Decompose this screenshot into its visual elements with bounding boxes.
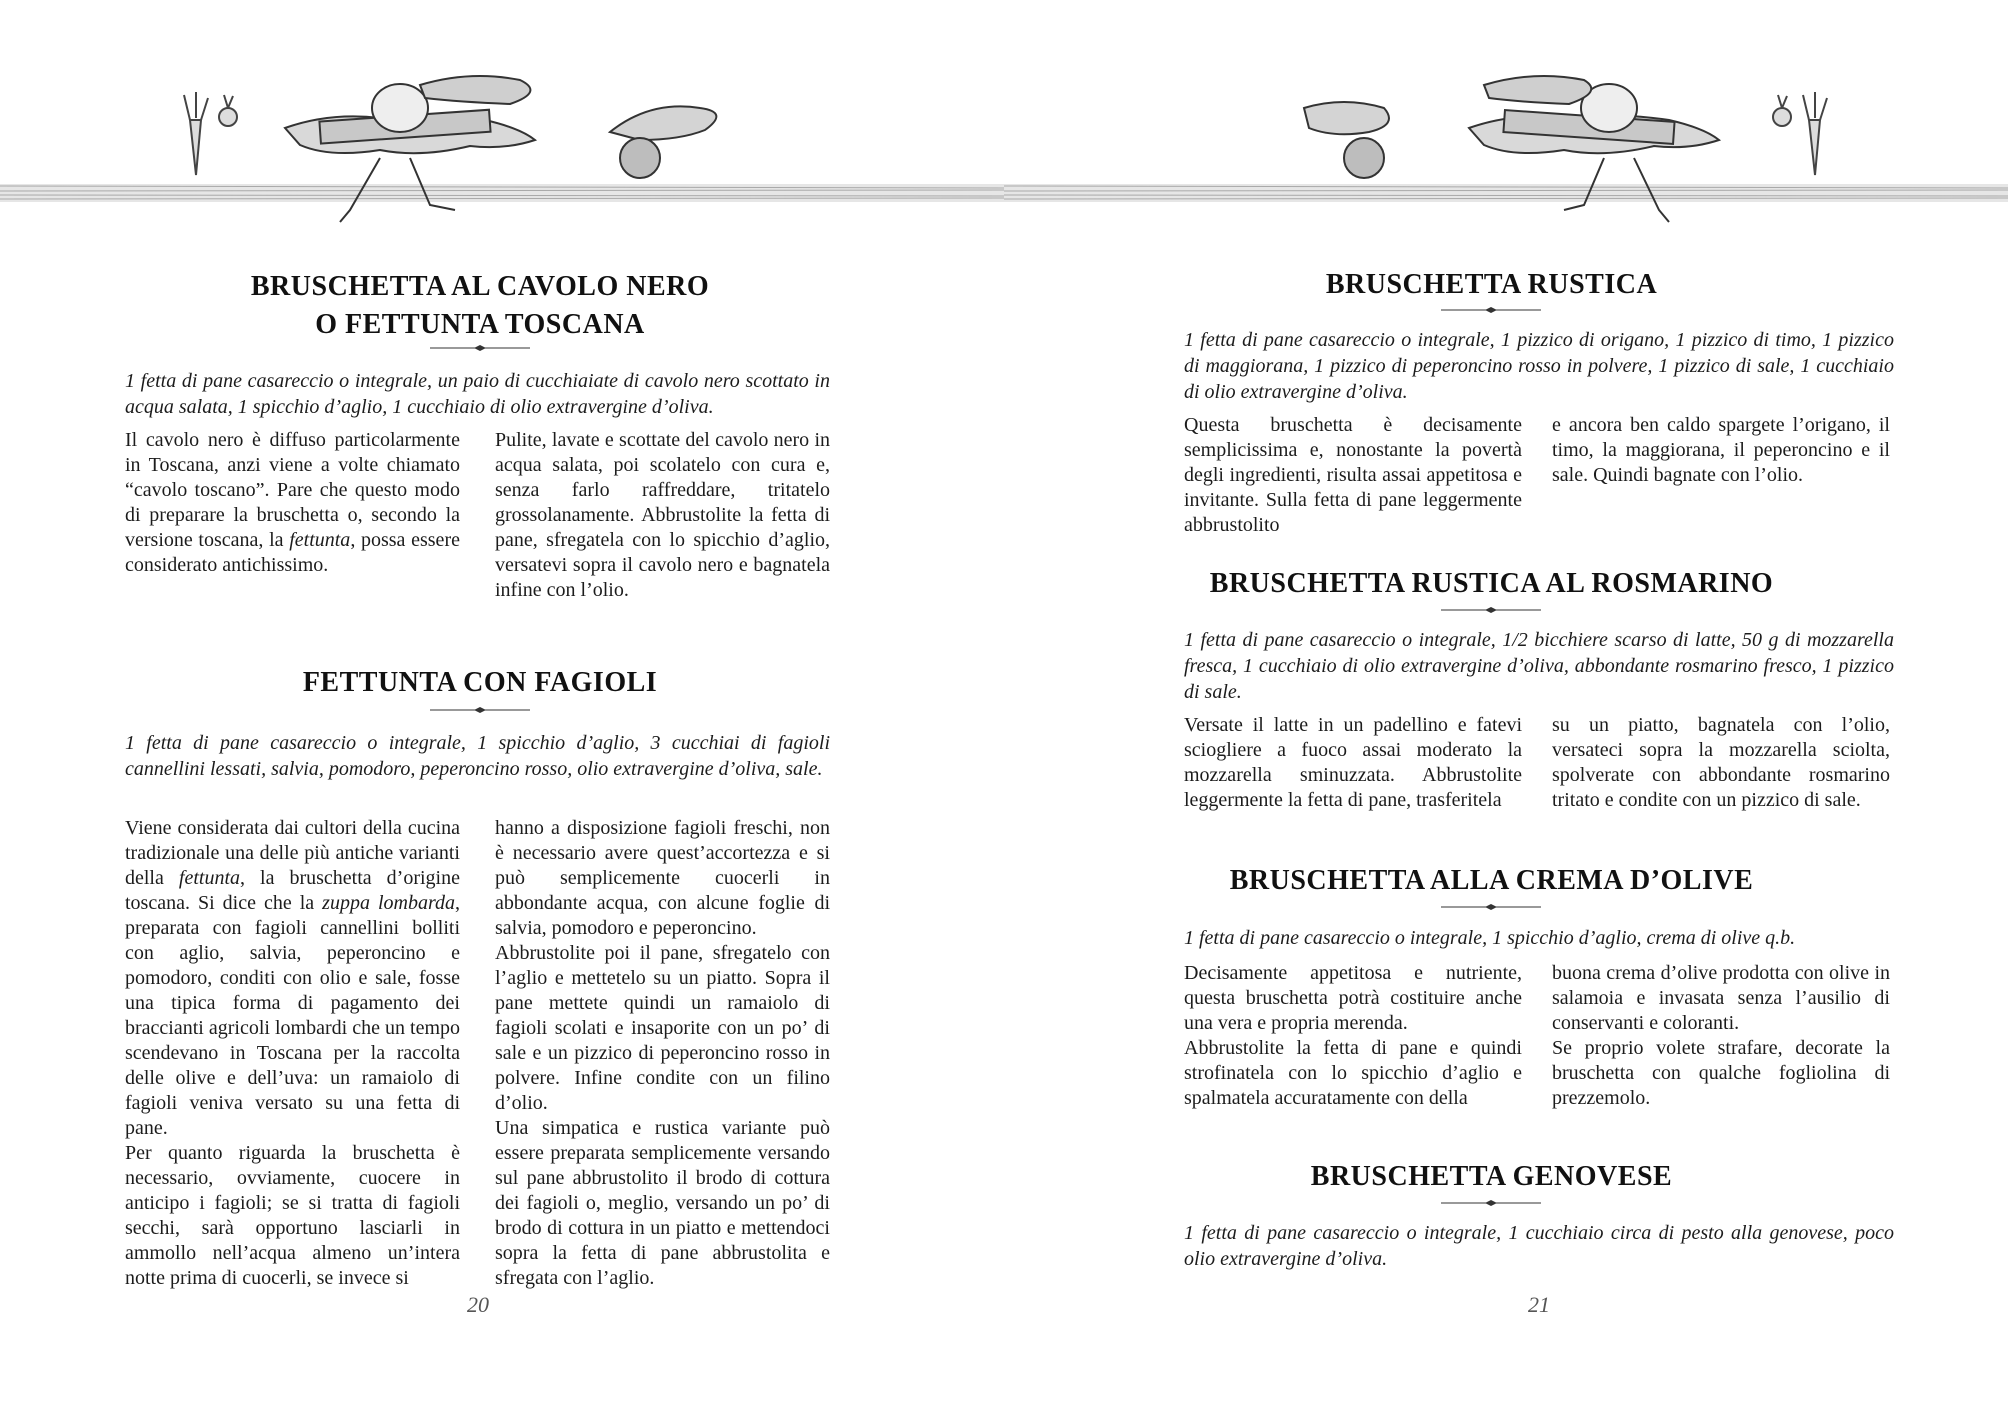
title-ornament	[430, 706, 530, 714]
paragraph: Decisamente appetitosa e nutriente, questa bruschetta potrà costituire anche una vera e propria merenda.	[1184, 962, 1522, 1034]
recipe-title: BRUSCHETTA RUSTICA	[1325, 269, 1658, 300]
header-illustration-left	[0, 0, 1004, 250]
paragraph: buona crema d’olive prodotta con olive in salamoia e invasata senza l’ausilio di conservanti e coloranti.	[1552, 962, 1890, 1034]
title-ornament	[1441, 306, 1541, 314]
text-run-italic: fettunta	[289, 529, 351, 551]
text-run: , la bruschetta d’origine toscana. Si dice che la	[125, 867, 460, 914]
recipe-title: BRUSCHETTA GENOVESE	[1310, 1161, 1673, 1192]
paragraph: e ancora ben caldo spargete l’origano, il timo, la maggiorana, il peperoncino e il sale. Quindi bagnate con l’olio.	[1552, 414, 1890, 486]
flying-vegetable-icon	[1304, 102, 1389, 178]
body-column	[125, 816, 460, 1291]
text-run: , preparata con fagioli cannellini bolliti con aglio, salvia, peperoncino e pomodoro, conditi con olio e sale, fosse una tipica forma di pagamento dei braccianti agricoli lombardi che un tempo scendevano in Toscana per la raccolta delle olive e dell’uva: un ramaiolo di fagioli veniva versato su una fetta di pane.	[125, 892, 460, 1139]
recipe-title-line: O FETTUNTA TOSCANA	[315, 309, 645, 340]
body-column	[495, 428, 830, 603]
flying-vegetable-icon	[610, 106, 716, 178]
body-column	[1552, 413, 1890, 488]
paragraph: hanno a disposizione fagioli freschi, non è necessario avere quest’accortezza e si può semplicemente cuocerli in abbondante acqua, con alcune foglie di salvia, pomodoro e peperoncino.	[495, 817, 830, 939]
page-number: 21	[1528, 1292, 1550, 1317]
recipe-title: BRUSCHETTA ALLA CREMA D’OLIVE	[1229, 865, 1754, 896]
recipe-title: FETTUNTA CON FAGIOLI	[302, 667, 658, 698]
carrot-icon	[184, 92, 237, 175]
recipe-title-line: BRUSCHETTA AL CAVOLO NERO	[250, 271, 710, 302]
title-ornament	[1441, 903, 1541, 911]
paragraph: Una simpatica e rustica variante può essere preparata semplicemente versando sul pane abbrustolito il brodo di cottura dei fagioli o, meglio, versando un po’ di brodo di cottura in un piatto e mettendoci sopra la fetta di pane abbrustolita e sfregata con l’aglio.	[495, 1117, 830, 1289]
paragraph: Abbrustolite poi il pane, sfregatelo con l’aglio e mettetelo su un piatto. Sopra il pane mettete quindi un ramaiolo di fagioli scolati e insaporite con un po’ di sale e un pizzico di peperoncino rosso in polvere. Infine condite con un filino d’olio.	[495, 942, 830, 1114]
body-column	[1552, 713, 1890, 813]
paragraph: Per quanto riguarda la bruschetta è necessario, ovviamente, cuocere in anticipo i fagioli; se si tratta di fagioli secchi, sarà opportuno lasciarli in ammollo nell’acqua almeno un’intera notte prima di cuocerli, se invece si	[125, 1142, 460, 1289]
carrot-icon	[1773, 92, 1827, 175]
ingredients: 1 fetta di pane casareccio o integrale, un paio di cucchiaiate di cavolo nero scottato in acqua salata, 1 spicchio d’aglio, 1 cucchiaio di olio extravergine d’oliva.	[125, 370, 830, 418]
ingredients: 1 fetta di pane casareccio o integrale, 1 cucchiaio circa di pesto alla genovese, poco olio extravergine d’oliva.	[1184, 1222, 1894, 1270]
text-run-italic: fettunta	[178, 867, 240, 889]
body-column	[1184, 713, 1522, 813]
paragraph: su un piatto, bagnatela con l’olio, versateci sopra la mozzarella sciolta, spolverate con abbondante rosmarino tritato e condite con un pizzico di sale.	[1552, 714, 1890, 811]
header-illustration-right	[1004, 0, 2008, 250]
text-run: Viene considerata dai cultori della cucina tradizionale una delle più antiche varianti della	[125, 817, 460, 889]
body-column	[1184, 413, 1522, 538]
ingredients: 1 fetta di pane casareccio o integrale, 1 spicchio d’aglio, 3 cucchiai di fagioli cannellini lessati, salvia, pomodoro, peperoncino rosso, olio extravergine d’oliva, sale.	[125, 732, 830, 780]
recipe-title	[120, 268, 840, 344]
body-column	[495, 816, 830, 1291]
paragraph: Pulite, lavate e scottate del cavolo nero in acqua salata, poi scolatelo con cura e, senza farlo raffreddare, tritatelo grossolanamente. Abbrustolite la fetta di pane, sfregatela con lo spicchio d’aglio, versatevi sopra il cavolo nero e bagnatela infine con l’olio.	[495, 429, 830, 601]
text-run: Il cavolo nero è diffuso particolarmente in Toscana, anzi viene a volte chiamato “cavolo toscano”. Pare che questo modo di preparare la bruschetta o, secondo la versione toscana, la	[125, 429, 460, 551]
ingredients: 1 fetta di pane casareccio o integrale, 1 spicchio d’aglio, crema di olive q.b.	[1184, 927, 1796, 949]
body-column	[125, 428, 460, 578]
body-column	[1184, 961, 1522, 1111]
body-column	[1552, 961, 1890, 1111]
title-ornament	[430, 344, 530, 352]
paragraph: Questa bruschetta è decisamente semplicissima e, nonostante la povertà degli ingredienti, risulta assai appetitosa e invitante. Sulla fetta di pane leggermente abbrustolito	[1184, 414, 1522, 536]
paragraph: Abbrustolite la fetta di pane e quindi strofinatela con lo spicchio d’aglio e spalmatela accuratamente con della	[1184, 1037, 1522, 1109]
right-page	[1004, 0, 2008, 1413]
title-ornament	[1441, 1199, 1541, 1207]
paragraph: Versate il latte in un padellino e fatevi sciogliere a fuoco assai moderato la mozzarella sminuzzata. Abbrustolite leggermente la fetta di pane, trasferitela	[1184, 714, 1522, 811]
ingredients: 1 fetta di pane casareccio o integrale, 1/2 bicchiere scarso di latte, 50 g di mozzarella fresca, 1 cucchiaio di olio extravergine d’oliva, abbondante rosmarino fresco, 1 pizzico di sale.	[1184, 629, 1894, 703]
ingredients: 1 fetta di pane casareccio o integrale, 1 pizzico di origano, 1 pizzico di timo, 1 pizzico di maggiorana, 1 pizzico di peperoncino rosso in polvere, 1 pizzico di sale, 1 cucchiaio di olio extravergine d’oliva.	[1184, 329, 1894, 403]
paragraph: Se proprio volete strafare, decorate la bruschetta con qualche fogliolina di prezzemolo.	[1552, 1037, 1890, 1109]
recipe-title: BRUSCHETTA RUSTICA AL ROSMARINO	[1209, 568, 1774, 599]
page-number: 20	[467, 1292, 489, 1317]
title-ornament	[1441, 606, 1541, 614]
text-run: , possa essere considerato antichissimo.	[125, 529, 460, 576]
paragraph	[125, 428, 460, 578]
text-run-italic: zuppa lombarda	[322, 892, 455, 914]
paragraph	[125, 816, 460, 1141]
